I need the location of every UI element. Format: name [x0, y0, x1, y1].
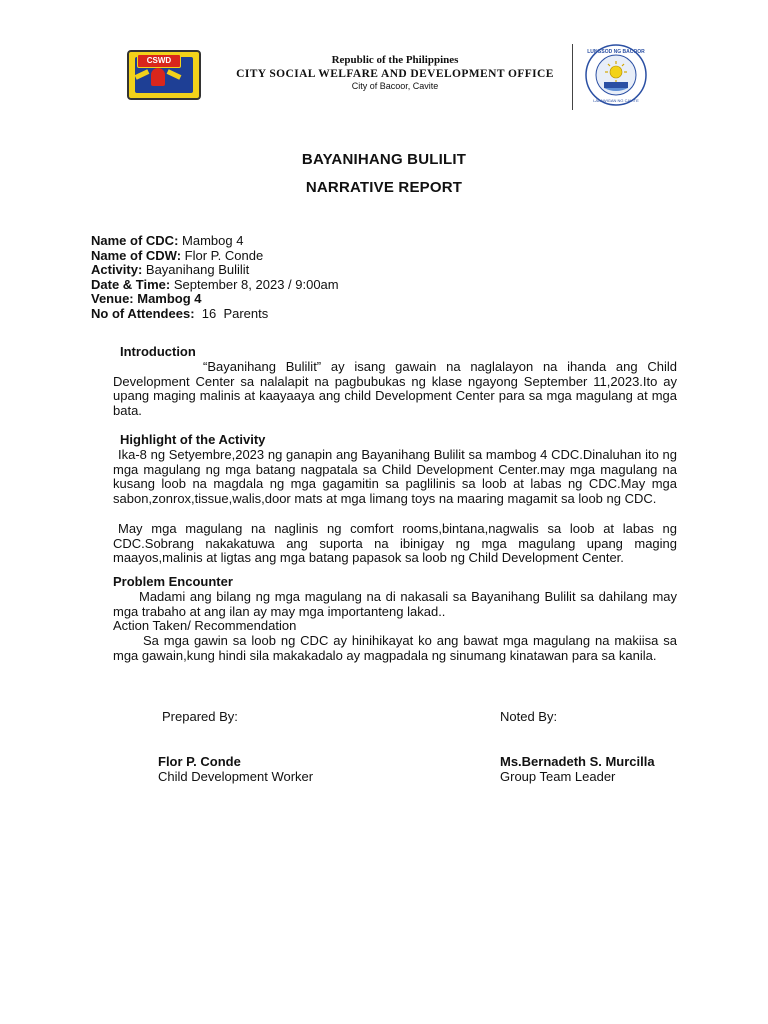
prepared-by-name: Flor P. Conde: [158, 754, 241, 769]
highlight-para1: Ika-8 ng Setyembre,2023 ng ganapin ang Bayanihang Bulilit sa mambog 4 CDC.Dinaluhan ito ng mga magulang ng mga batang nagpatala sa Child Development Center.may mga magulang na kusang loob na magdala ng mga gagamitin sa paglilinis sa loob at labas ng CDC.May mga sabon,zonrox,tissue,walis,door mats at mga limang toys na maaring magamit sa loob ng CDC.: [113, 447, 677, 507]
noted-by-role: Group Team Leader: [500, 768, 616, 784]
action-text: Sa mga gawin sa loob ng CDC ay hinihikayat ko ang bawat mga magulang na makiisa sa mga gawain,kung hindi sila makakadalo ay magpadala ng sinumang kinatawan para sa kanila.: [113, 633, 677, 663]
seal-text-top: LUNGSOD NG BACOOR: [587, 49, 645, 55]
cswd-logo-text: CSWD: [137, 54, 181, 68]
highlight-para2: May mga magulang na naglinis ng comfort rooms,bintana,nagwalis sa loob at labas ng CDC.Sobrang nakakatuwa ang suporta na ibinigay ng mga magulang upang maging maayos,malinis at ligtas ang mga batang papasok sa loob ng Child Development Center.: [113, 521, 677, 566]
info-cdc: Name of CDC: Mambog 4: [91, 233, 244, 248]
letterhead-office: CITY SOCIAL WELFARE AND DEVELOPMENT OFFICE: [236, 68, 554, 80]
cswd-logo: [127, 50, 201, 100]
action-heading: Action Taken/ Recommendation: [113, 618, 297, 633]
prepared-by-role: Child Development Worker: [158, 768, 314, 784]
letterhead-text: [220, 54, 570, 92]
introduction-heading: Introduction: [120, 344, 196, 359]
introduction-text: “Bayanihang Bulilit” ay isang gawain na naglalayon na ihanda ang Child Development Center sa nalalapit na pagbubukas ng klase ngayong September 11,2023.Ito ay upang maging malinis at kaayaaya ang child Development Center para sa mga magulang at mga bata.: [113, 359, 677, 419]
info-date-time: Date & Time: September 8, 2023 / 9:00am: [91, 276, 339, 292]
bacoor-seal: [585, 44, 647, 106]
report-subtitle: NARRATIVE REPORT: [305, 179, 463, 196]
prepared-by-block: [158, 755, 313, 784]
problem-text: Madami ang bilang ng mga magulang na di nakasali sa Bayanihang Bulilit sa dahilang may mga trabaho at ang ilan ay may mga importanteng lakad..: [113, 589, 677, 619]
letterhead: [0, 40, 768, 115]
info-cdw: Name of CDW: Flor P. Conde: [91, 247, 264, 263]
problem-heading: Problem Encounter: [113, 574, 233, 589]
report-title: BAYANIHANG BULILIT: [301, 151, 467, 168]
letterhead-republic: Republic of the Philippines: [331, 54, 459, 66]
info-activity: Activity: Bayanihang Bulilit: [91, 262, 250, 278]
noted-by-name: Ms.Bernadeth S. Murcilla: [500, 754, 655, 769]
seal-text-bottom: LALAWIGAN NG CAVITE: [593, 98, 639, 103]
letterhead-divider: [572, 44, 573, 110]
noted-by-label: Noted By:: [500, 709, 558, 724]
info-attendees: No of Attendees: 16 Parents: [91, 305, 269, 321]
letterhead-city: City of Bacoor, Cavite: [351, 81, 439, 91]
info-venue: Venue: Mambog 4: [91, 291, 202, 307]
prepared-by-label: Prepared By:: [162, 709, 238, 724]
highlight-heading: Highlight of the Activity: [120, 432, 266, 447]
noted-by-block: [500, 755, 655, 784]
info-block: [91, 234, 339, 322]
